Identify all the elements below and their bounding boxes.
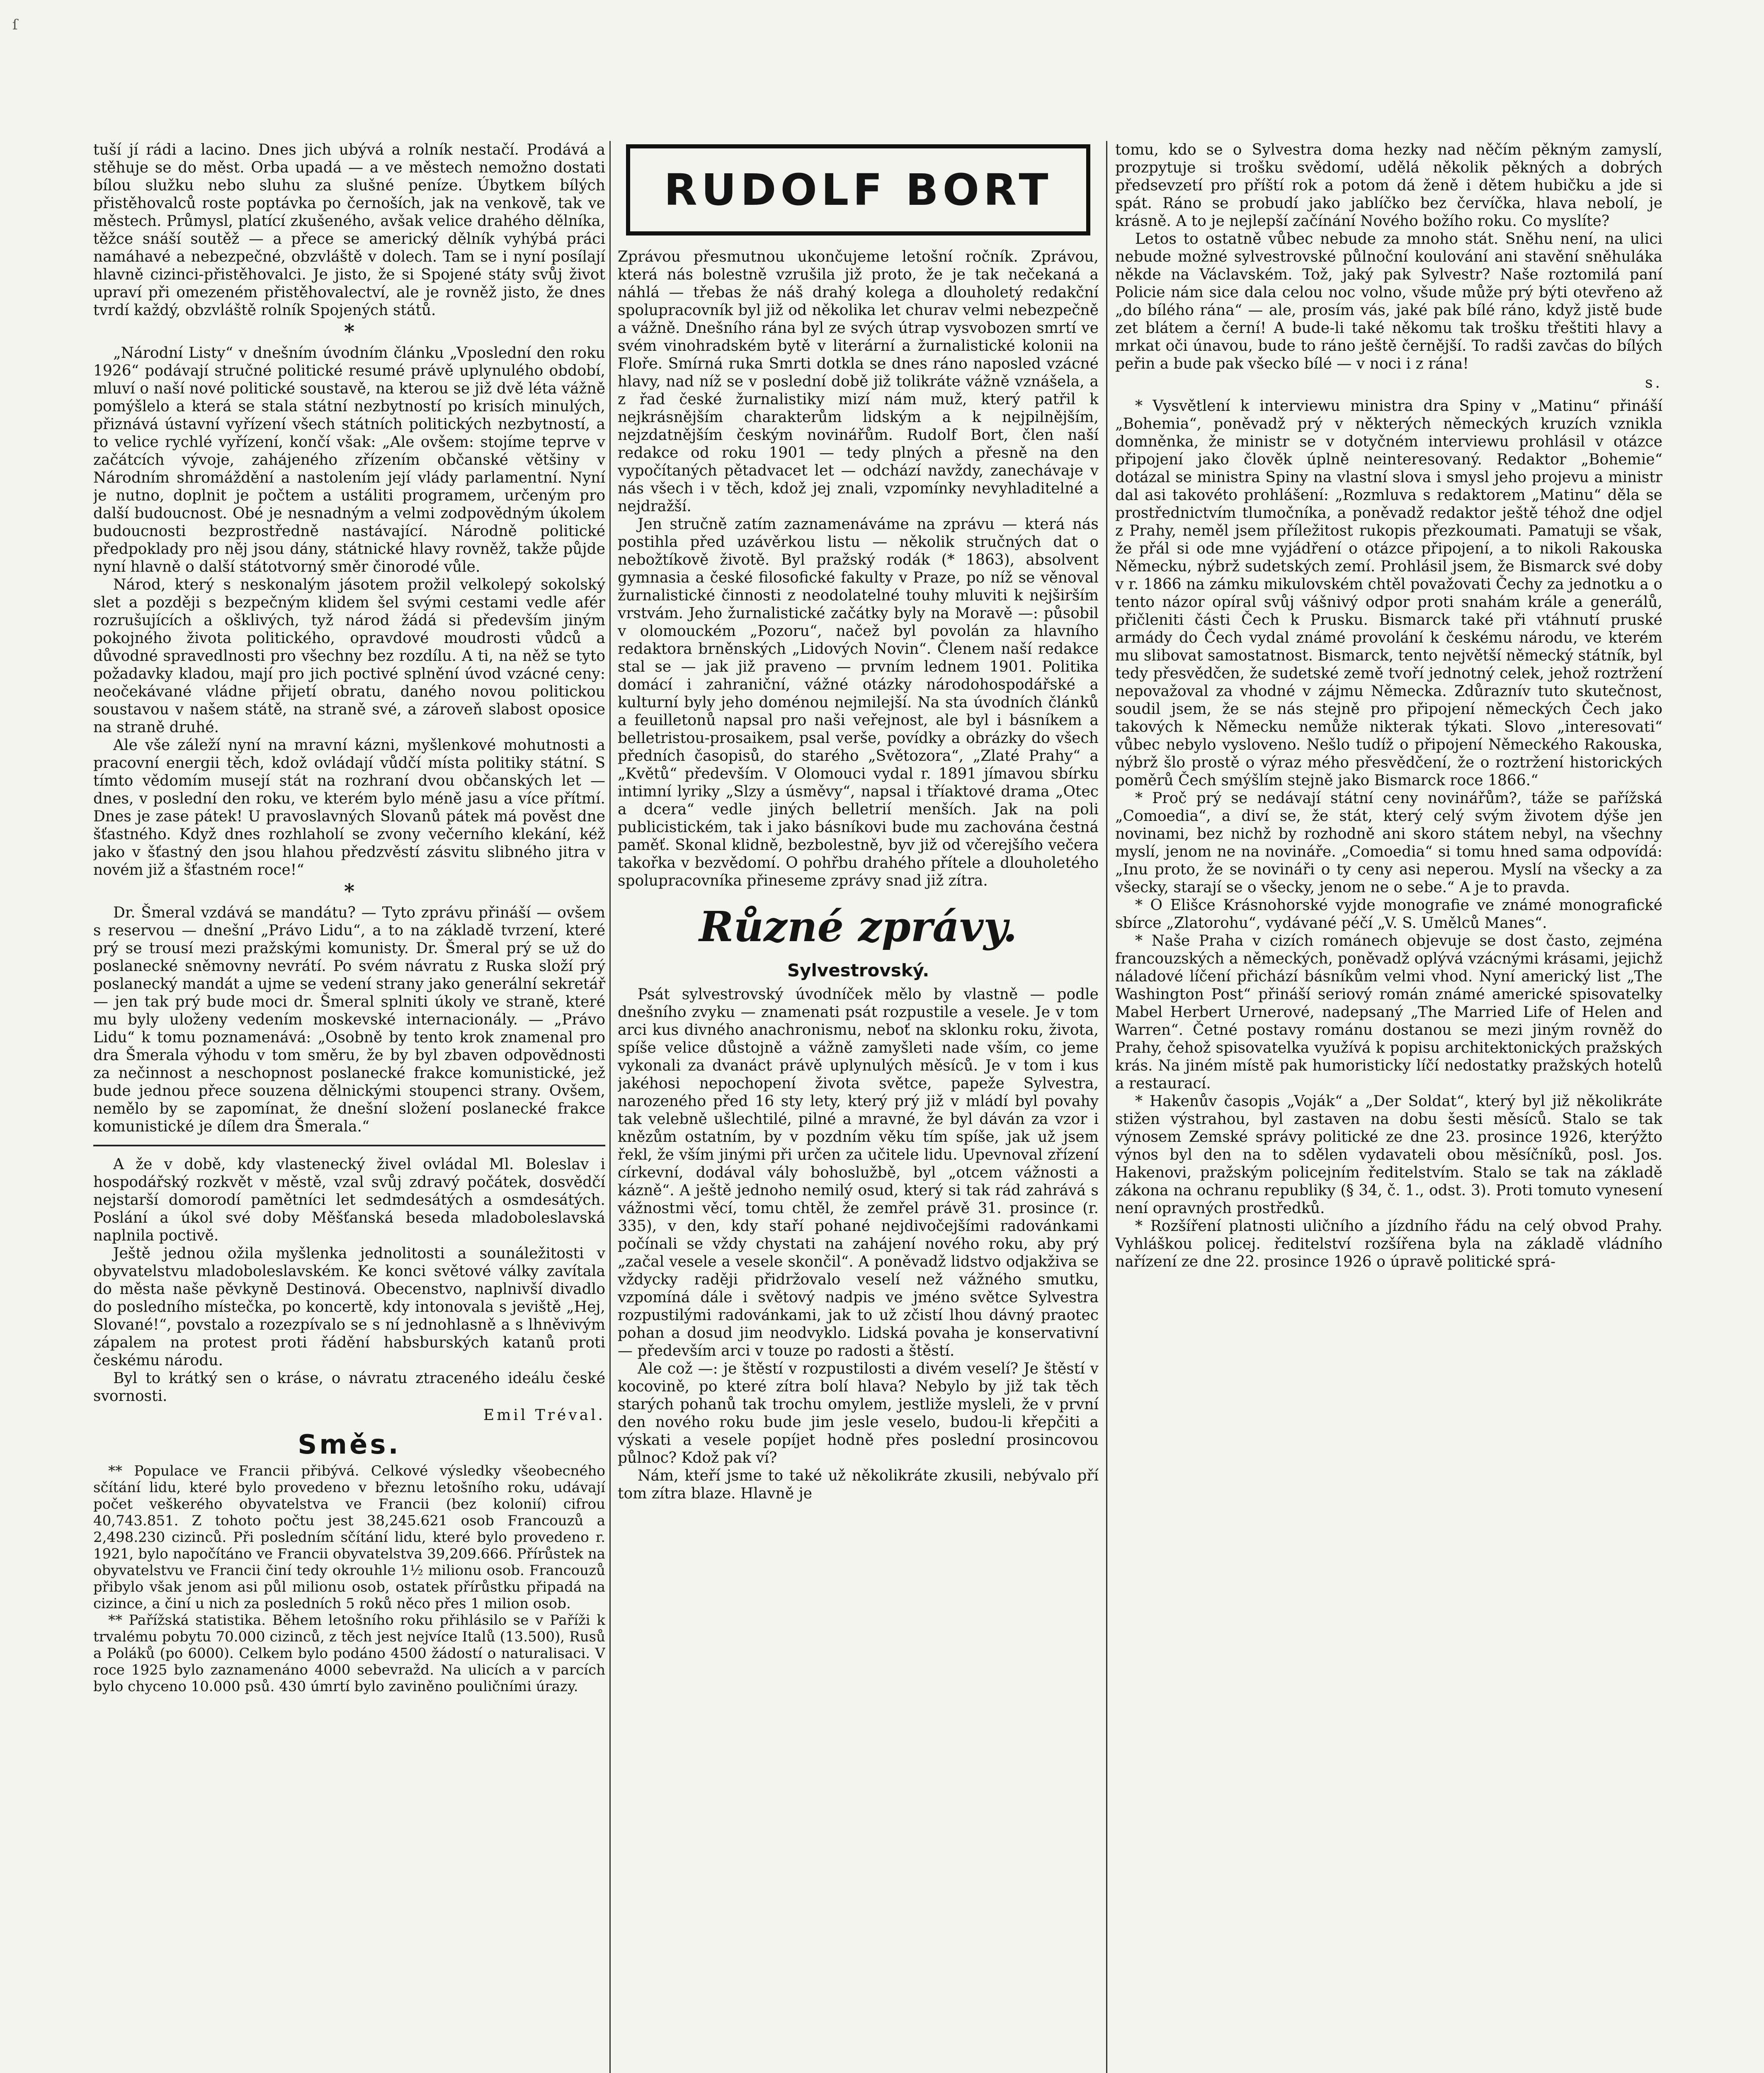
news-item-france-population: ** Populace ve Francii přibývá. Celkové výsledky všeobecného sčítání lidu, které bylo provedeno v březnu letošního roku, udávají počet veškerého obyvatelstva ve Francii (bez kolonií) cifrou 40,743.851. Z tohoto počtu jest 38,245.621 osob Francouzů a 2,498.230 cizinců. Při posledním sčítání lidu, které bylo provedeno r. 1921, bylo napočítáno ve Francii obyvatelstva 39,209.666. Přírůstek na obyvatelstvu ve Francii činí tedy okrouhle 1½ milionu osob. Francouzů přibylo však jenom asi půl milionu osob, ostatek přírůstku připadá na cizince, a činí u nich za posledních 5 roků něco přes 1 milion osob. [93, 1463, 605, 1612]
section-title-smes: Směs. [298, 1430, 401, 1460]
article-paragraph: tuší jí rádi a lacino. Dnes jich ubývá a rolník nestačí. Prodává a stěhuje se do měst. Orba upadá — a ve městech nemožno dostati bílou služku nebo sluhu za slušné peníze. Úbytkem bílých přistěhovalců roste poptávka po černoších, jak na venkově, tak ve městech. Průmysl, platící zkušeného, avšak velice drahého dělníka, těžce snáší soutěž — a přece se americký dělník vyhýbá práci namáhavé a nebezpečné, obzvláště v dolech. Tam se i nyní posílají hlavně cizinci-přistěhovalci. Je jisto, že si Spojené státy svůj život upraví při omezeném přistěhovalectví, ale je rovněž jisto, že dnes tvrdí každý, obzvláště rolník Spojených států. [93, 141, 605, 319]
news-item-paris-statistics: ** Pařížská statistika. Během letošního roku přihlásilo se v Paříži k trvalému pobytu 70.000 cizinců, z těch jest nejvíce Italů (13.500), Rusů a Poláků (po 6000). Celkem bylo podáno 4500 žádostí o naturalisaci. V roce 1925 bylo zaznamenáno 4000 sebevražd. Na ulicích a v parcích bylo chyceno 10.000 psů. 430 úmrtí bylo zaviněno pouličními úrazy. [93, 1612, 605, 1695]
section-title-ruzne-zpravy: Různé zprávy. [699, 902, 1017, 951]
news-item-traffic-rules: * Rozšíření platnosti uličního a jízdního řádu na celý obvod Prahy. Vyhláškou policej. ředitelství rozšířena byla na základě vládního nařízení ze dne 22. prosince 1926 o úpravě politické sprá- [1115, 1218, 1662, 1270]
column-rule-2 [1106, 141, 1107, 2073]
article-paragraph: Byl to krátký sen o kráse, o návratu ztraceného ideálu české svornosti. [93, 1370, 605, 1405]
column-middle [618, 141, 1099, 2073]
article-paragraph: Ještě jednou ožila myšlenka jednolitosti a sounáležitosti v obyvatelstvu mladoboleslavském. Ke konci světové války zavítala do města naše pěvkyně Destinová. Obecenstvo, naplnivší divadlo do posledního místečka, po koncertě, kdy intonovala s jeviště „Hej, Slované!“, povstalo a rozezpívalo se s ní jednohlasně a s lhněvivým zápalem na protest proti řádění habsburských katanů proti českému národu. [93, 1245, 605, 1369]
column-rule-1 [609, 141, 611, 2073]
obituary-title: RUDOLF BORT [664, 165, 1053, 215]
section-separator-star: * [344, 880, 355, 903]
author-signature: s. [1645, 374, 1662, 391]
article-narodni-listy: „Národní Listy“ v dnešním úvodním článku „Vposlední den roku 1926“ podávají stručné politické resumé právě uplynulého období, mluví o naší nové politické soustavě, na kterou se již dvě léta vážně pomýšlelo a která se stala státní nezbytností po krisích minulých, přiznává ústavní vyřízení všech státních politických nezbytností, a to velice rychlé vyřízení, končí však: „Ale ovšem: stojíme teprve v začátcích vývoje, zahájeného zřízením občanské většiny v Národním shromáždění a nastolením její vlády parlamentní. Nyní je nutno, doplnit je počtem a ustáliti programem, určeným pro další budoucnost. Obé je nesnadným a velmi zodpovědným úkolem budoucnosti bezprostředně nastávající. Národně politické předpoklady pro něj jsou dány, státnické hlavy rovněž, takže půjde nyní hlavně o další státotvorný směr činorodé vůle. [93, 345, 605, 575]
page-corner-mark: ſ [12, 17, 18, 33]
article-smeral: Dr. Šmeral vzdává se mandátu? — Tyto zprávu přináší — ovšem s reservou — dnešní „Právo Lidu“, a to na základě tvrzení, které prý se trousí mezi pražskými komunisty. Dr. Šmeral prý se už do poslanecké sněmovny nevrátí. Po svém návratu z Ruska složí prý poslanecký mandát a ujme se vedení strany jako generální sekretář — jen tak prý bude moci dr. Šmeral splniti úkoly ve straně, které mu byly uloženy vedením moskevské internacionály. — „Právo Lidu“ k tomu poznamenává: „Osobně by tento krok znamenal pro dra Šmerala výhodu v tom směru, že by byl zbaven odpovědnosti za nečinnost a neschopnost poslanecké frakce komunistické, jež bude jednou přece souzena dělnickými stoupenci strany. Ovšem, nemělo by se zapomínat, že dnešní složení poslanecké frakce komunistické je dílem dra Šmerala.“ [93, 904, 605, 1135]
news-item-krasnohorska: * O Elišce Krásnohorské vyjde monografie ve známé monografické sbírce „Zlatorohu“, vydávané péčí „V. S. Umělců Manes“. [1115, 897, 1662, 932]
obituary-paragraph: Zprávou přesmutnou ukončujeme letošní ročník. Zprávou, která nás bolestně vzrušila již proto, že je tak nečekaná a náhlá — třebas že náš drahý kolega a dlouholetý redakční spolupracovník byl již od několika let churav velmi nebezpečně a vážně. Dnešního rána byl ze svých útrap vysvobozen smrtí ve svém vinohradském bytě v literární a žurnalistické kolonii na Floře. Smírná ruka Smrti dotkla se dnes ráno naposled vzácné hlavy, nad níž se v poslední době již tolikráte vážně vznášela, a z řad české žurnalistiky mizí nám muž, který patřil k nejkrásnějším charakterům lidským a k nejpilnějším, nejzdatnějším českým novinářům. Rudolf Bort, člen naší redakce od roku 1901 — tedy plných a přesně na den vypočítaných pětadvacet let — odchází navždy, zanechávaje v nás všech i v těch, kdož jej znali, vzpomínky nevyhladitelné a nejdražší. [618, 248, 1099, 515]
news-item-state-prizes: * Proč prý se nedávají státní ceny novinářům?, táže se pařížská „Comoedia“, a diví se, že stát, který celý svým životem dýše jen novinami, bez nichž by rozhodně ani skoro státem nebyl, na všechny myslí, jenom ne na novináře. „Comoedia“ si tomu hned sama odpovídá: „Inu proto, že se novináři o ty ceny asi neperou. Myslí na všecky a za všecky, starají se o všecky, jenom ne o sebe.“ A je to pravda. [1115, 790, 1662, 896]
news-item-vojak-journal: * Hakenův časopis „Voják“ a „Der Soldat“, který byl již několikráte stižen výstrahou, byl zastaven na dobu šesti měsíců. Stalo se tak výnosem Zemské správy politické ze dne 23. prosince 1926, kterýžto výnos byl den na to sdělen vydavateli obou měsíčníků, posl. Jos. Hakenovi, pražským policejním ředitelstvím. Stalo se tak na základě zákona na ochranu republiky (§ 34, č. 1., odst. 3). Proti tomuto vynesení není opravných prostředků. [1115, 1093, 1662, 1217]
article-paragraph: Psát sylvestrovský úvodníček mělo by vlastně — podle dnešního zvyku — znamenati psát rozpustile a vesele. Je v tom arci kus divného anachronismu, neboť na sklonku roku, života, spíše velice důstojně a vážně zamyšleti nade vším, co jeme vykonali za dvanáct právě uplynulých měsíců. Je v tom i kus jakéhosi nepochopení života světce, papeže Sylvestra, narozeného před 16 sty lety, který prý již v mládí byl povahy tak velebně ušlechtilé, pilné a mravné, že byl dáván za vzor i knězům ostatním, by v pozdním věku tím spíše, jak už jsem řekl, že vším jinými při určen za učitele lidu. Upevnoval zřízení církevní, dodával vály bohoslužbě, byl „otcem vážnosti a kázně“. A ještě jednoho nemilý osud, který si tak rád zahrává s vážnostmi věcí, tomu chtěl, že zemřel právě 31. prosince (r. 335), v den, kdy staří pohané nejdivočejšími radovánkami počínali se vždy chystati na zahájení nového roku, aby prý „začal vesele a vesele skončil“. A poněvadž lidstvo odjakživa se vždycky raději přidržovalo veselí než vážného smutku, vzpomíná dále i světový nadpis ve jméno světce Sylvestra rozpustilými radovánkami, jak to už zčistí lhou dávný praotec pohan a dosud jim neodvyklo. Lidská povaha je konservativní — především arci v touze po radosti a štěstí. [618, 986, 1099, 1359]
column-left [93, 141, 605, 2073]
column-right [1115, 141, 1662, 2073]
article-paragraph: A že v době, kdy vlastenecký živel ovládal Ml. Boleslav i hospodářský rozkvět v městě, vzal svůj zdravý počátek, dosvědčí nejstarší domorodí pamětníci let sedmdesátých a osmdesátých. Poslání a úkol své doby Měšťanská beseda mladoboleslavská naplnila poctivě. [93, 1156, 605, 1244]
article-title-sylvestrovsky: Sylvestrovský. [787, 960, 929, 981]
article-paragraph: Ale což —: je štěstí v rozpustilosti a divém veselí? Je štěstí v kocovině, po které zítra bolí hlava? Nebylo by již tak těch starých pohanů tak trochu omylem, jestliže mysleli, že v první den nového roku bude jim jesle veselo, budou-li křepčiti a výskati a vesele popíjet hodně přes poslední prosincovou půlnoc? Kdož pak ví? [618, 1360, 1099, 1466]
article-paragraph: tomu, kdo se o Sylvestra doma hezky nad něčím pěkným zamyslí, prozpytuje si trošku svědomí, udělá několik pěkných a dobrých předsevzetí pro příští rok a potom dá ženě i dětem hubičku a jde si spát. Ráno se probudí jako jablíčko bez červíčka, hlava nebolí, je krásně. A to je nejlepší začínání Nového božího roku. Co myslíte? [1115, 141, 1662, 230]
article-paragraph: Národ, který s neskonalým jásotem prožil velkolepý sokolský slet a později s bezpečným klidem šel svými cestami vedle afér rozrušujících a ošklivých, tyž národ žádá si především jiným pokojného života politického, opravdové moudrosti vůdců a důvodné spravedlnosti pro všechny bez rozdílu. A ti, na něž se tyto požadavky kladou, mají pro jich poctivé splnění úvod vzácné ceny: neočekávané vládne přijetí obratu, daného novou politickou soustavou v našem státě, na straně své, a zároveň slabost oposice na straně druhé. [93, 576, 605, 736]
obituary-paragraph: Jen stručně zatím zaznamenáváme na zprávu — která nás postihla před uzávěrkou listu — několik stručných dat o nebožtíkově životě. Byl pražský rodák (* 1863), absolvent gymnasia a české filosofické fakulty v Praze, po níž se věnoval žurnalistické činnosti z neodolatelné touhy mluviti k nejširším vrstvám. Jeho žurnalistické začátky byly na Moravě —: působil v olomouckém „Pozoru“, načež byl povolán za hlavního redaktora brněnských „Lidových Novin“. Členem naší redakce stal se — jak již praveno — prvním lednem 1901. Politika domácí i zahraniční, vážné otázky národohospodářské a kulturní byly jeho doménou nejmilejší. Na sta úvodních článků a feuilletonů napsal pro naši veřejnost, ale byl i básníkem a belletristou-prosaikem, psal verše, povídky a obrázky do všech předních časopisů, do starého „Světozora“, „Zlaté Prahy“ a „Květů“ především. V Olomouci vydal r. 1891 jímavou sbírku intimní lyriky „Slzy a úsměvy“, napsal i tříaktové drama „Otec a dcera“ vedle jiných belletrií menších. Jak na poli publicistickém, tak i jako básníkovi bude mu zachována čestná paměť. Skonal klidně, bezbolestně, byv již od včerejšího večera takořka v bezvědomí. O pohřbu drahého přítele a dlouholetého spolupracovníka přineseme zprávy snad již zítra. [618, 516, 1099, 889]
article-paragraph: Letos to ostatně vůbec nebude za mnoho stát. Sněhu není, na ulici nebude možné sylvestrovské půlnoční koulování ani stavění sněhuláka někde na Václavském. Tož, jaký pak Sylvestr? Naše roztomilá paní Policie nám sice dala celou noc volno, všude může prý býti otevřeno až „do bílého rána“ — ale, prosím vás, jaké pak bílé ráno, když jistě bude zet blátem a černí! A bude-li také někomu tak trošku třeštiti hlavy a mrkat oči únavou, bude to ráno ještě černější. To radši zavčas do bílých peřin a bude pak všecko bílé — v noci i z rána! [1115, 231, 1662, 372]
obituary-headline-box [626, 144, 1090, 235]
column-divider-rule [93, 1145, 605, 1146]
article-paragraph: Ale vše záleží nyní na mravní kázni, myšlenkové mohutnosti a pracovní energii těch, kdož ovládají vůdčí místa politiky státní. S tímto vědomím musejí stát na rozhraní dvou občanských let — dnes, v poslední den roku, ve kterém bylo méně jasu a více přítmí. Dnes je zase pátek! U pravoslavných Slovanů pátek má pověst dne šťastného. Když dnes rozhlaholí se zvony večerního klekání, kéž jako v šťastný den jsou hlahou předzvěstí zásvitu slibného jitra v novém již a šťastném roce!“ [93, 737, 605, 879]
article-paragraph: Nám, kteří jsme to také už několikráte zkusili, nebývalo pří tom zítra blaze. Hlavně je [618, 1467, 1099, 1502]
author-signature: Emil Tréval. [483, 1407, 605, 1424]
news-item-prague-novels: * Naše Praha v cizích románech objevuje se dost často, zejména francouzských a německých, poněvadž oplývá vzácnými krásami, jejichž náladové líčení přichází básníkům velmi vhod. Nyní americký list „The Washington Post“ přináší seriový román známé americké spisovatelky Mabel Herbert Urnerové, nadepsaný „The Married Life of Helen and Warren“. Četné postavy románu dostanou se mezi jiným rovněž do Prahy, čehož spisovatelka využívá k popisu architektonických pražských krás. Na jiném místě pak humoristicky líčí nedostatky pražských hotelů a restaurací. [1115, 932, 1662, 1092]
section-separator-star: * [344, 320, 355, 343]
news-item-spina-interview: * Vysvětlení k interviewu ministra dra Spiny v „Matinu“ přináší „Bohemia“, poněvadž prý v některých německých kruzích vznikla domněnka, že ministr se v dotyčném interviewu prohlásil v otázce připojení jako člověk úplně neinteresovaný. Redaktor „Bohemie“ dotázal se ministra Spiny na vlastní slova i smysl jeho projevu a ministr dal asi takovéto prohlášení: „Rozmluva s redaktorem „Matinu“ děla se prostřednictvím tlumočníka, a poněvadž redaktor ještě téhož dne odjel z Prahy, neměl jsem příležitost rukopis přezkoumati. Pamatuji se však, že přál si ode mne vyjádření o otázce připojení, a to nikoli Rakouska Německu, nýbrž sudetských zemí. Prohlásil jsem, že Bismarck své doby v r. 1866 na zámku mikulovském chtěl považovati Čechy za jednotku a o tento názor opíral svůj vášnivý odpor proti snahám krále a generálů, přičleniti části Čech k Prusku. Bismarck také při vtáhnutí pruské armády do Čech vydal známé provolání k českému národu, ve kterém mu slibovat samostatnost. Bismarck, tento největší německý státník, byl tedy přesvědčen, že sudetské země tvoří jednotný celek, jehož roztržení nepovažoval za vhodné v zájmu Německa. Zdůraznív tuto skutečnost, soudil jsem, že se nás stejně pro připojení německých Čech jako takových k Německu nemůže nikterak týkati. Slovo „interesovati“ vůbec nebylo vysloveno. Nešlo tudíž o připojení Německého Rakouska, nýbrž šlo prostě o výraz mého přesvědčení, že o roztržení historických poměrů Čech smýšlím stejně jako Bismarck roce 1866.“ [1115, 398, 1662, 789]
